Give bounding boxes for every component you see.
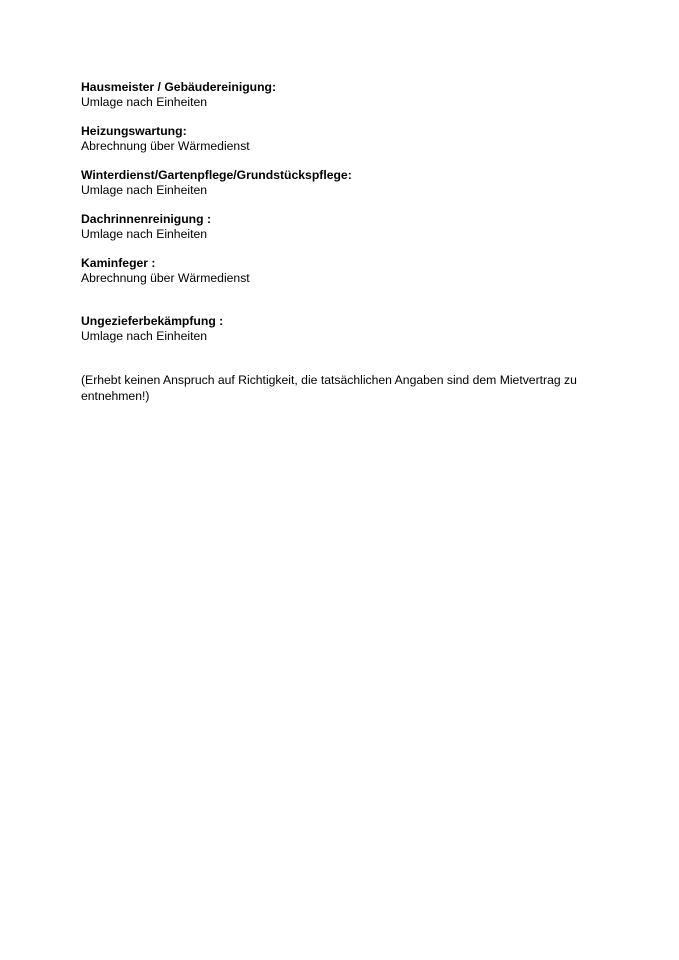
section-text: Abrechnung über Wärmedienst	[81, 271, 250, 285]
section-heading: Kaminfeger :	[81, 256, 156, 270]
section-text: Umlage nach Einheiten	[81, 227, 208, 241]
section-dachrinnenreinigung	[81, 212, 621, 242]
section-hausmeister	[81, 80, 621, 110]
section-heading: Winterdienst/Gartenpflege/Grundstückspflege:	[81, 168, 352, 182]
section-heizungswartung	[81, 124, 621, 154]
section-heading: Ungezieferbekämpfung :	[81, 314, 224, 328]
section-winterdienst	[81, 168, 621, 198]
section-text: Umlage nach Einheiten	[81, 183, 208, 197]
section-ungezieferbekaempfung	[81, 314, 621, 344]
section-text: Umlage nach Einheiten	[81, 329, 208, 343]
disclaimer-note: (Erhebt keinen Anspruch auf Richtigkeit, die tatsächlichen Angaben sind dem Mietvertrag zu entnehmen!)	[81, 373, 577, 403]
section-heading: Dachrinnenreinigung :	[81, 212, 212, 226]
section-heading: Heizungswartung:	[81, 124, 187, 138]
section-text: Umlage nach Einheiten	[81, 95, 208, 109]
document-page	[81, 80, 621, 404]
section-kaminfeger	[81, 256, 621, 286]
section-text: Abrechnung über Wärmedienst	[81, 139, 250, 153]
section-heading: Hausmeister / Gebäudereinigung:	[81, 80, 277, 94]
